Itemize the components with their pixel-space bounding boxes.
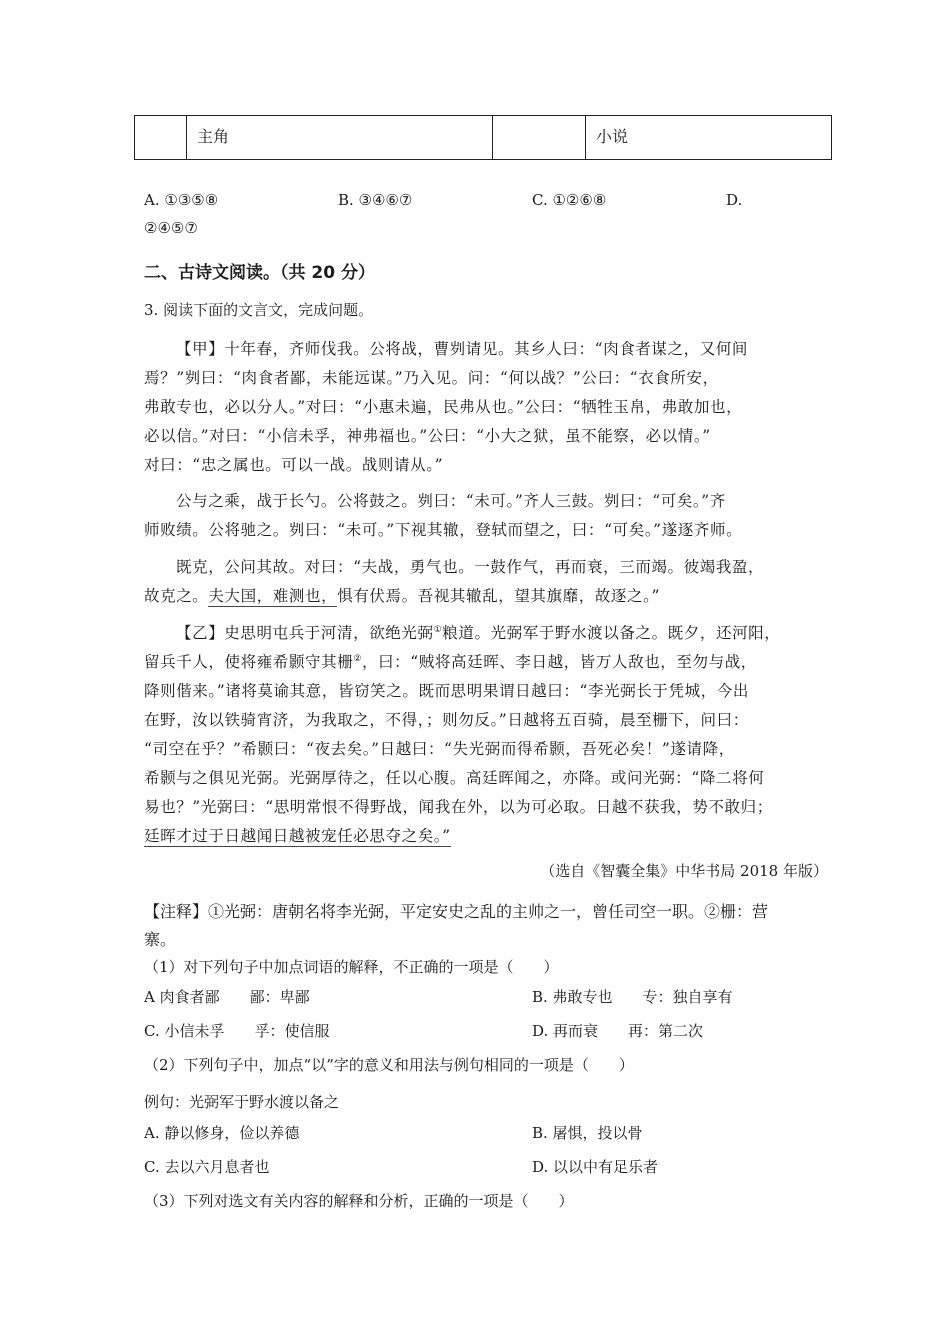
passage-line: 师败绩。公将驰之。刿曰：“未可。”下视其辙，登轼而望之，曰：“可矣。”遂逐齐师。: [144, 521, 743, 539]
passage-text: 留兵千人，使将雍希颢守其栅: [144, 653, 354, 671]
passage-line: 弗敢专也，必以分人。”对曰：“小惠未遍，民弗从也。”公曰：“牺牲玉帛，弗敢加也，: [144, 398, 743, 416]
option-a: A. ①③⑤⑧: [144, 191, 219, 209]
sub-question-stem: （3）下列对选文有关内容的解释和分析，正确的一项是（ ）: [144, 1192, 574, 1210]
table-cell: 主角: [187, 116, 493, 160]
underlined-sentence: 廷晖才过于日越闻日越被宠任必思夺之矣。”: [144, 827, 451, 845]
sub-question-stem: （1）对下列句子中加点词语的解释，不正确的一项是（ ）: [144, 958, 559, 976]
option-c: C. 小信未孚 孚：使信服: [144, 1022, 330, 1040]
passage-line: “司空在乎？”希颢曰：“夜去矣。”日越曰：“失光弼而得希颢，吾死必矣！”遂请降，: [144, 740, 735, 758]
passage-line: 降则偕来。”诸将莫谕其意，皆窃笑之。既而思明果谓日越曰：“李光弼长于凭城，今出: [144, 682, 750, 700]
option-a: A. 静以修身，俭以养德: [144, 1124, 300, 1142]
passage-text: ，曰：“贼将高廷晖、李日越，皆万人敌也，至勿与战，: [361, 653, 757, 671]
table-cell: [493, 116, 586, 160]
option-d: D. 以以中有足乐者: [532, 1158, 659, 1176]
passage-line: 易也？”光弼曰：“思明常恨不得野战，闻我在外，以为可必取。日越不获我，势不敢归；: [144, 798, 773, 816]
sub-question-stem: （2）下列句子中，加点“以”字的意义和用法与例句相同的一项是（ ）: [144, 1056, 634, 1074]
passage-line: 在野，汝以铁骑宵济，为我取之，不得，；则勿反。”日越将五百骑，晨至栅下，问曰：: [144, 711, 749, 729]
passage-line: [144, 824, 451, 846]
passage-line: 【甲】十年春，齐师伐我。公将战，曹刿请见。其乡人曰：“肉食者谋之，又何间: [176, 340, 749, 358]
passage-line: 焉？”刿曰：“肉食者鄙，未能远谋。”乃入见。问：“何以战？”公曰：“衣食所安，: [144, 369, 719, 387]
passage-line: 既克，公问其故。对曰：“夫战，勇气也。一鼓作气，再而衰，三而竭。彼竭我盈，: [176, 558, 765, 576]
section-heading: 二、古诗文阅读。（共 20 分）: [144, 263, 375, 283]
passage-line: 对曰：“忠之属也。可以一战。战则请从。”: [144, 456, 444, 474]
passage-line: 公与之乘，战于长勺。公将鼓之。刿曰：“未可。”齐人三鼓。刿曰：“可矣。”齐: [176, 492, 726, 510]
footnote-mark: ①: [433, 624, 443, 635]
option-a: A 肉食者鄙 鄙：卑鄙: [144, 988, 310, 1006]
example-sentence: 例句：光弼军于野水渡以备之: [144, 1093, 340, 1111]
option-d: D. 再而衰 再：第二次: [532, 1022, 704, 1040]
source-citation: （选自《智囊全集》中华书局 2018 年版）: [540, 862, 828, 880]
passage-text: 【乙】史思明屯兵于河清，欲绝光弼: [176, 624, 434, 642]
passage-text: 粮道。光弼军于野水渡以备之。既夕，还河阳，: [442, 624, 781, 642]
option-c: C. ①②⑥⑧: [532, 191, 607, 209]
answer-table: [134, 115, 832, 160]
option-c: C. 去以六月息者也: [144, 1158, 270, 1176]
passage-text: 故克之。: [144, 587, 209, 605]
notes-line: 【注释】①光弼：唐朝名将李光弼，平定安史之乱的主帅之一，曾任司空一职。②栅：营: [144, 902, 769, 921]
table-cell: 小说: [586, 116, 832, 160]
passage-line: 必以信。”对曰：“小信未孚，神弗福也。”公曰：“小大之狱，虽不能察，必以情。”: [144, 427, 711, 445]
underlined-sentence: 夫大国，难测也，: [208, 587, 338, 605]
option-d-continued: ②④⑤⑦: [144, 219, 198, 237]
passage-line: [144, 650, 757, 672]
passage-line: [176, 621, 780, 643]
passage-line: [144, 584, 660, 606]
option-d: D.: [726, 191, 743, 209]
notes-line: 寨。: [144, 930, 177, 949]
option-b: B. ③④⑥⑦: [338, 191, 413, 209]
option-b: B. 弗敢专也 专：独自享有: [532, 988, 733, 1006]
passage-text: 惧有伏焉。吾视其辙乱，望其旗靡，故逐之。”: [337, 587, 660, 605]
passage-line: 希颢与之俱见光弼。光弼厚待之，任以心腹。高廷晖闻之，亦降。或问光弼：“降二将何: [144, 769, 765, 787]
table-cell: [135, 116, 187, 160]
question-intro: 3. 阅读下面的文言文，完成问题。: [144, 301, 374, 319]
option-b: B. 屠惧，投以骨: [532, 1124, 643, 1142]
footnote-mark: ②: [353, 653, 362, 664]
